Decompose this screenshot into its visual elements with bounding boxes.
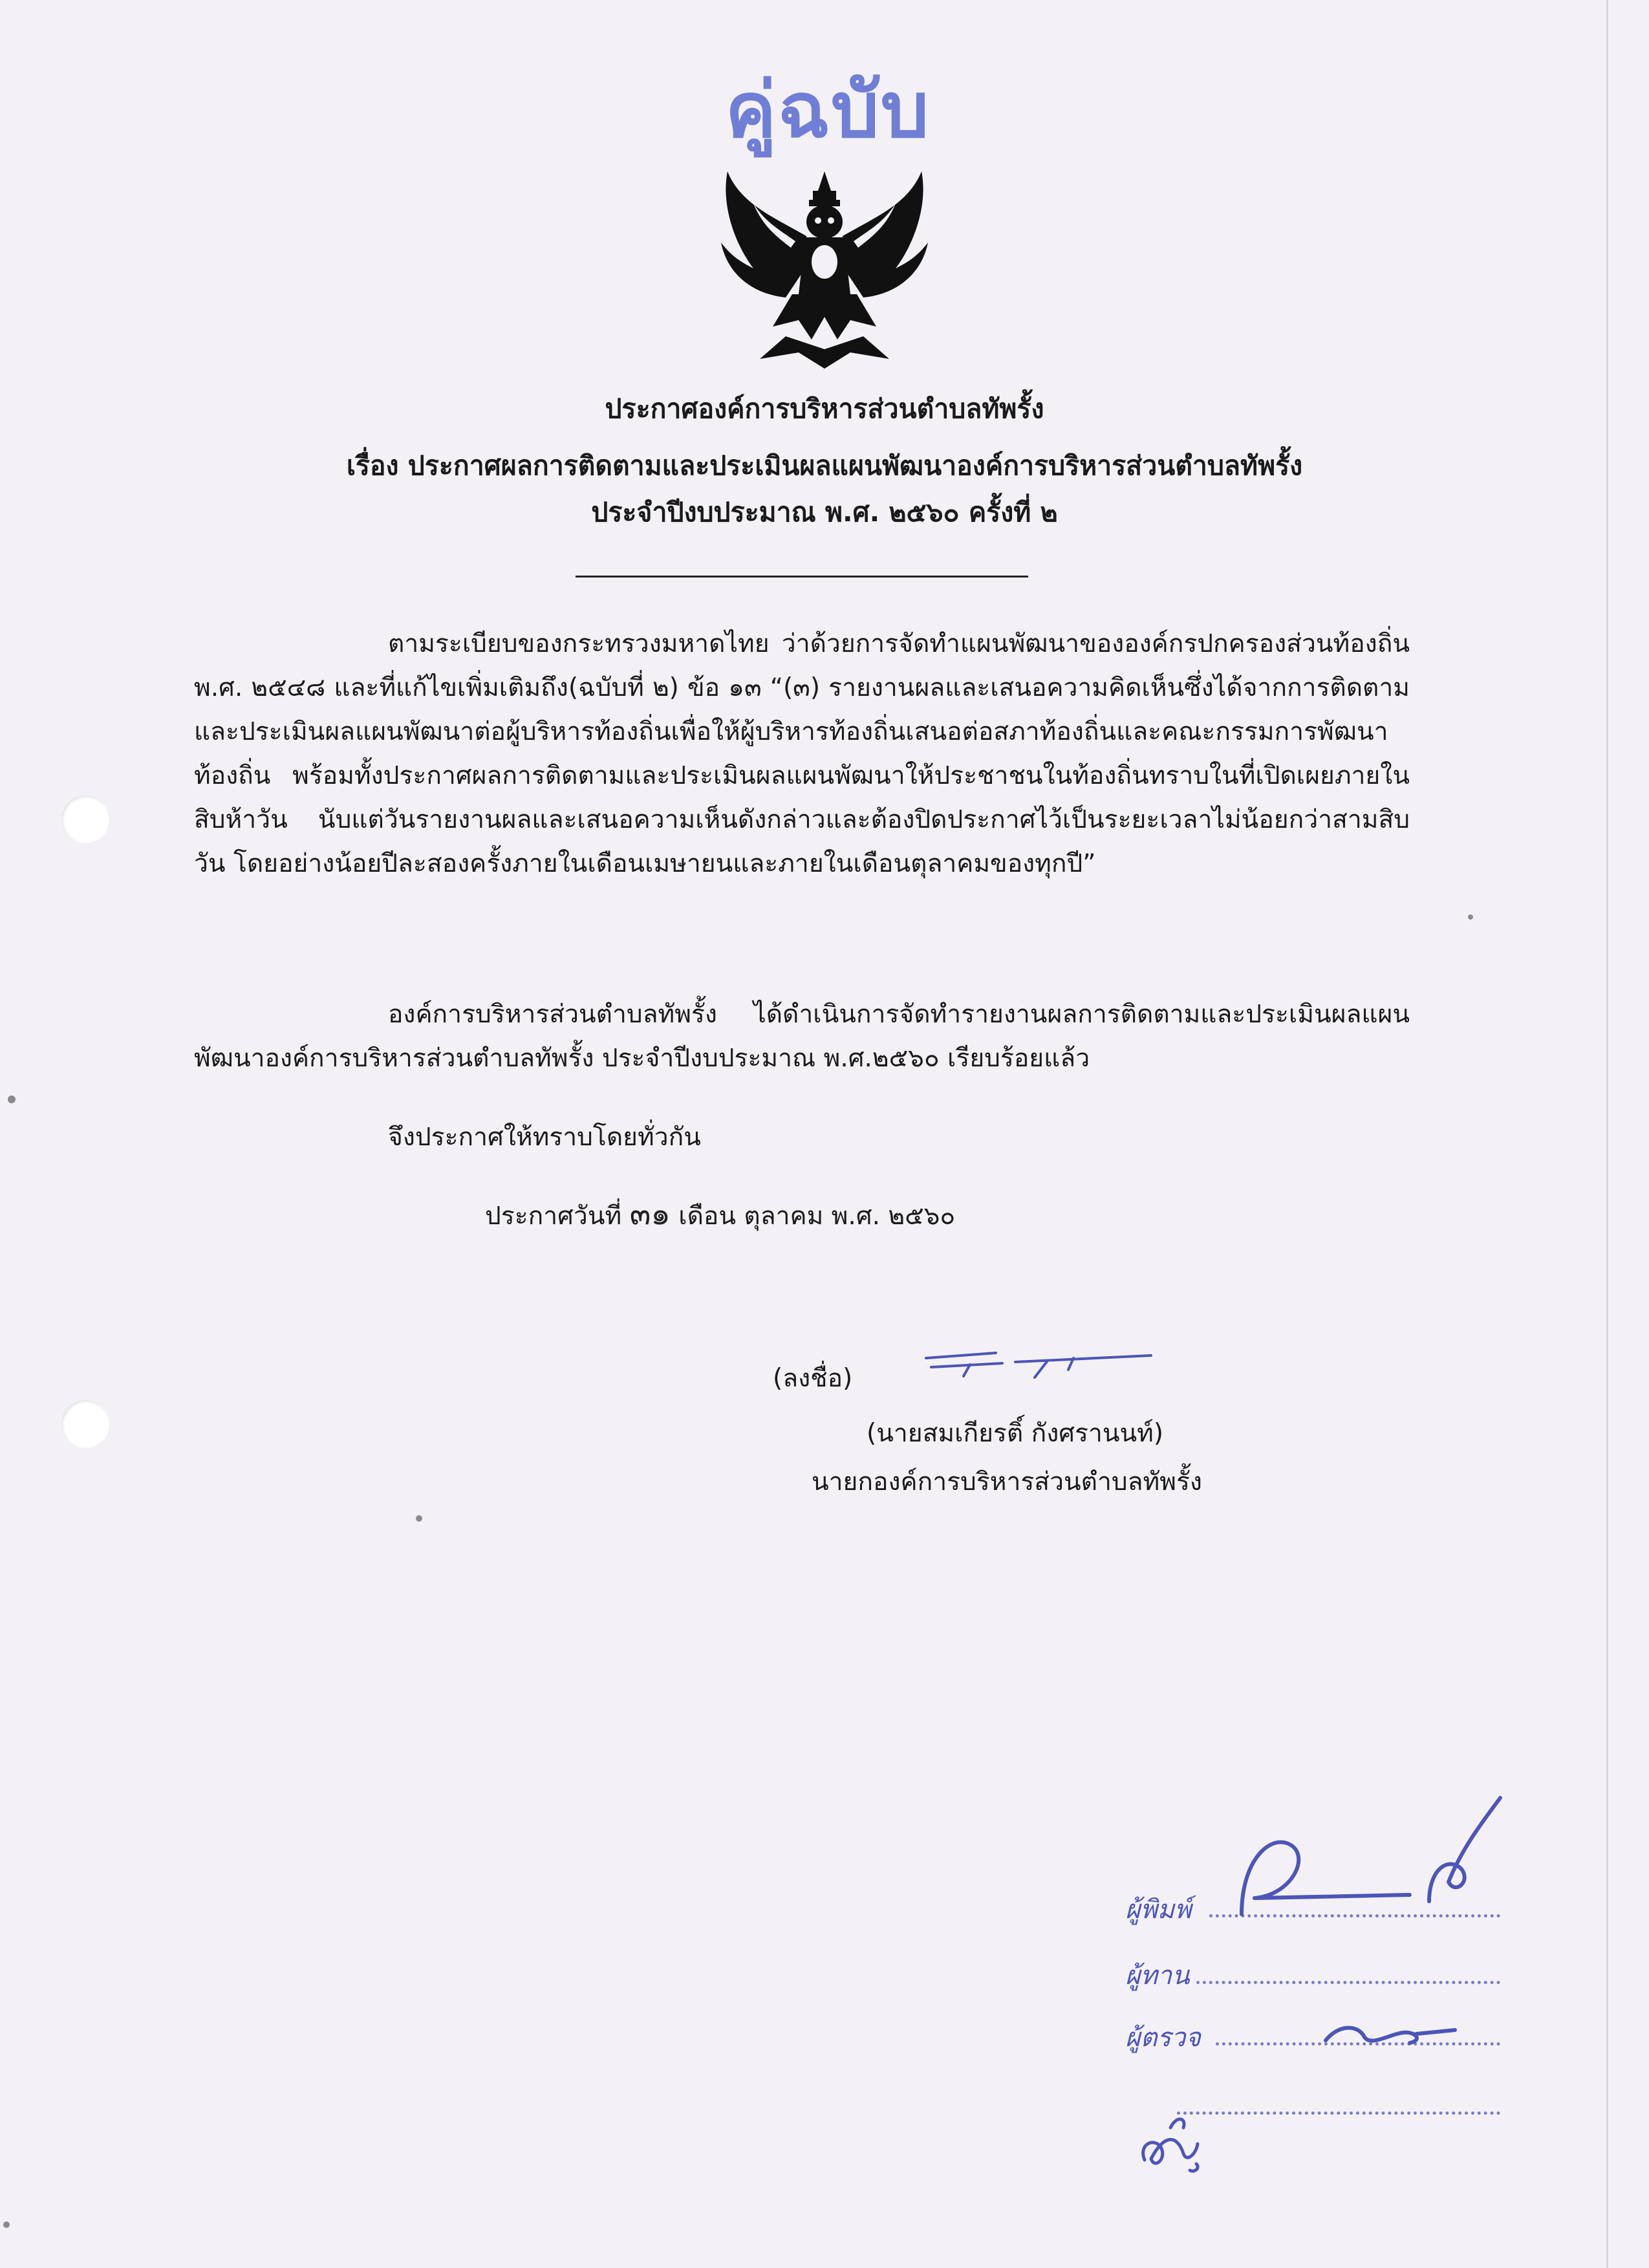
signature-scribble — [918, 1339, 1177, 1390]
signatory-title: นายกองค์การบริหารส่วนตำบลทัพรั้ง — [812, 1467, 1202, 1496]
typist-initials — [1216, 1785, 1526, 1927]
copy-stamp: คู่ฉบับ — [725, 65, 931, 155]
announcement-title: ประกาศองค์การบริหารส่วนตำบลทัพรั้ง — [605, 393, 1044, 424]
date-day-handwritten: ๓๑ — [629, 1196, 671, 1232]
announcement-fiscal-year: ประจำปีงบประมาณ พ.ศ. ๒๕๖๐ ครั้งที่ ๒ — [591, 497, 1058, 528]
signatory-name: (นายสมเกียรติ์ กังศรานนท์) — [867, 1419, 1164, 1448]
date-prefix: ประกาศวันที่ — [485, 1202, 630, 1231]
punch-hole-lower — [61, 1400, 109, 1448]
date-suffix: เดือน ตุลาคม พ.ศ. ๒๕๖๐ — [670, 1202, 956, 1231]
typist-label: ผู้พิมพ์ — [1125, 1895, 1192, 1925]
reviewer-line — [1196, 1981, 1500, 1985]
body-paragraph-completion: องค์การบริหารส่วนตำบลทัพรั้ง ได้ดำเนินการจัดทำรายงานผลการติดตามและประเมินผลแผนพัฒนาองค์การบริหารส่วนตำบลทัพรั้ง ประจำปีงบประมาณ พ.ศ.๒๕๖๐ เรียบร้อยแล้ว — [194, 1000, 1410, 1073]
page-edge-shadow — [1606, 0, 1608, 2268]
final-initials — [1125, 2108, 1255, 2179]
reviewer-label: ผู้ทาน — [1125, 1961, 1190, 1991]
announcement-date — [485, 1192, 1326, 1238]
checker-label: ผู้ตรวจ — [1125, 2023, 1201, 2053]
garuda-emblem-icon — [715, 165, 934, 372]
body-closing: จึงประกาศให้ทราบโดยทั่วกัน — [388, 1123, 701, 1152]
announcement-subject: เรื่อง ประกาศผลการติดตามและประเมินผลแผนพัฒนาองค์การบริหารส่วนตำบลทัพรั้ง — [346, 450, 1303, 481]
punch-hole-upper — [61, 795, 109, 843]
signature-label: (ลงชื่อ) — [773, 1364, 853, 1393]
approval-block — [1125, 1785, 1513, 2186]
title-divider — [576, 576, 1028, 578]
checker-initials — [1319, 2014, 1461, 2053]
body-paragraph-regulation: ตามระเบียบของกระทรวงมหาดไทย ว่าด้วยการจัดทำแผนพัฒนาขององค์กรปกครองส่วนท้องถิ่น พ.ศ. ๒๕๔๘ และที่แก้ไขเพิ่มเติมถึง(ฉบับที่ ๒) ข้อ ๑๓ “(๓) รายงานผลและเสนอความคิดเห็นซึ่งได้จากการติดตามและประเมินผลแผนพัฒนาต่อผู้บริหารท้องถิ่นเพื่อให้ผู้บริหารท้องถิ่นเสนอต่อสภาท้องถิ่นและคณะกรรมการพัฒนาท้องถิ่น พร้อมทั้งประกาศผลการติดตามและประเมินผลแผนพัฒนาให้ประชาชนในท้องถิ่นทราบในที่เปิดเผยภายในสิบห้าวัน นับแต่วันรายงานผลและเสนอความเห็นดังกล่าวและต้องปิดประกาศไว้เป็นระยะเวลาไม่น้อยกว่าสามสิบวัน โดยอย่างน้อยปีละสองครั้งภายในเดือนเมษายนและภายในเดือนตุลาคมของทุกปี” — [194, 629, 1410, 878]
